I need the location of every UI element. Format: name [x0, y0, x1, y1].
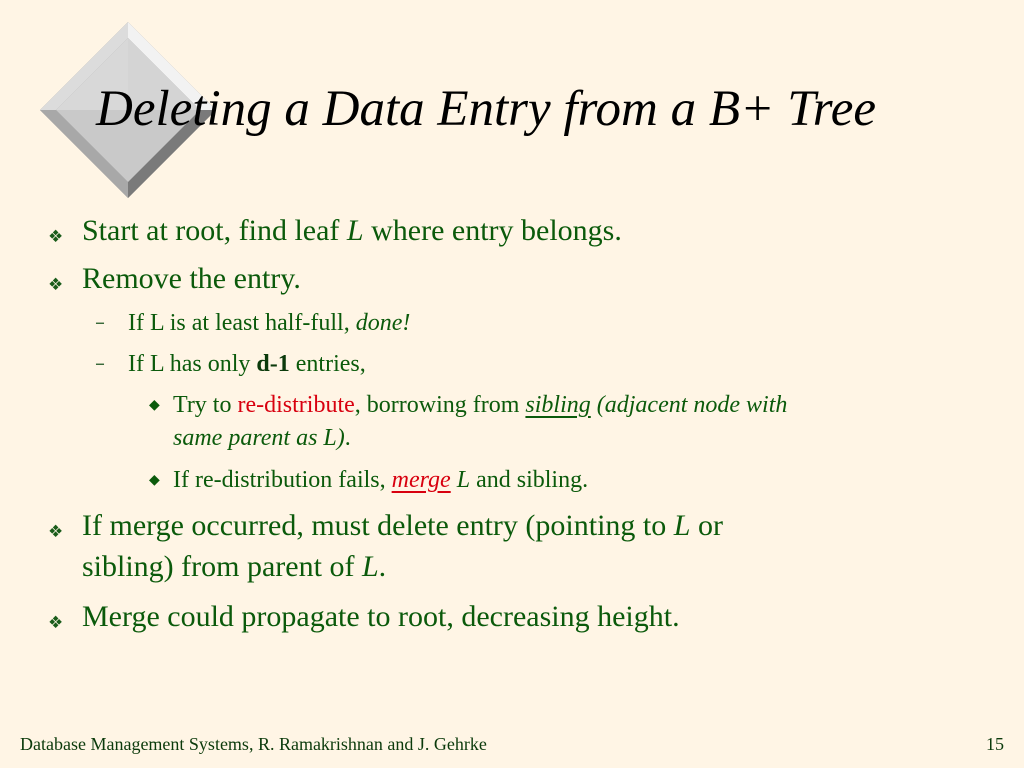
- bullet-propagate-root: Merge could propagate to root, decreasing height.: [82, 600, 680, 633]
- bullet-start-at-root: Start at root, find leaf L where entry belongs.: [82, 214, 622, 247]
- bullet-marker-icon: ❖: [48, 275, 64, 295]
- footer-source: Database Management Systems, R. Ramakrishnan and J. Gehrke: [20, 734, 487, 754]
- bullet-marker-icon: ❖: [48, 613, 64, 633]
- page-number: 15: [986, 734, 1004, 754]
- subbullet-half-full: If L is at least half-full, done!: [128, 310, 411, 336]
- dash-marker-icon: –: [95, 310, 105, 334]
- diamond-marker-icon: ◆: [149, 472, 160, 488]
- diamond-marker-icon: ◆: [149, 397, 160, 413]
- bullet-marker-icon: ❖: [48, 522, 64, 542]
- subsub-merge: If re-distribution fails, merge L and sibling.: [173, 467, 589, 493]
- dash-marker-icon: –: [95, 351, 105, 375]
- subsub-redistribute: Try to re-distribute, borrowing from sibling (adjacent node with same parent as L).: [173, 392, 788, 451]
- subbullet-d-minus-1: If L has only d-1 entries,: [128, 351, 366, 377]
- bullet-marker-icon: ❖: [48, 227, 64, 247]
- slide-title: Deleting a Data Entry from a B+ Tree: [96, 81, 876, 137]
- bullet-remove-entry: Remove the entry.: [82, 262, 301, 295]
- bullet-merge-occurred: If merge occurred, must delete entry (pointing to L or sibling) from parent of L.: [82, 509, 723, 583]
